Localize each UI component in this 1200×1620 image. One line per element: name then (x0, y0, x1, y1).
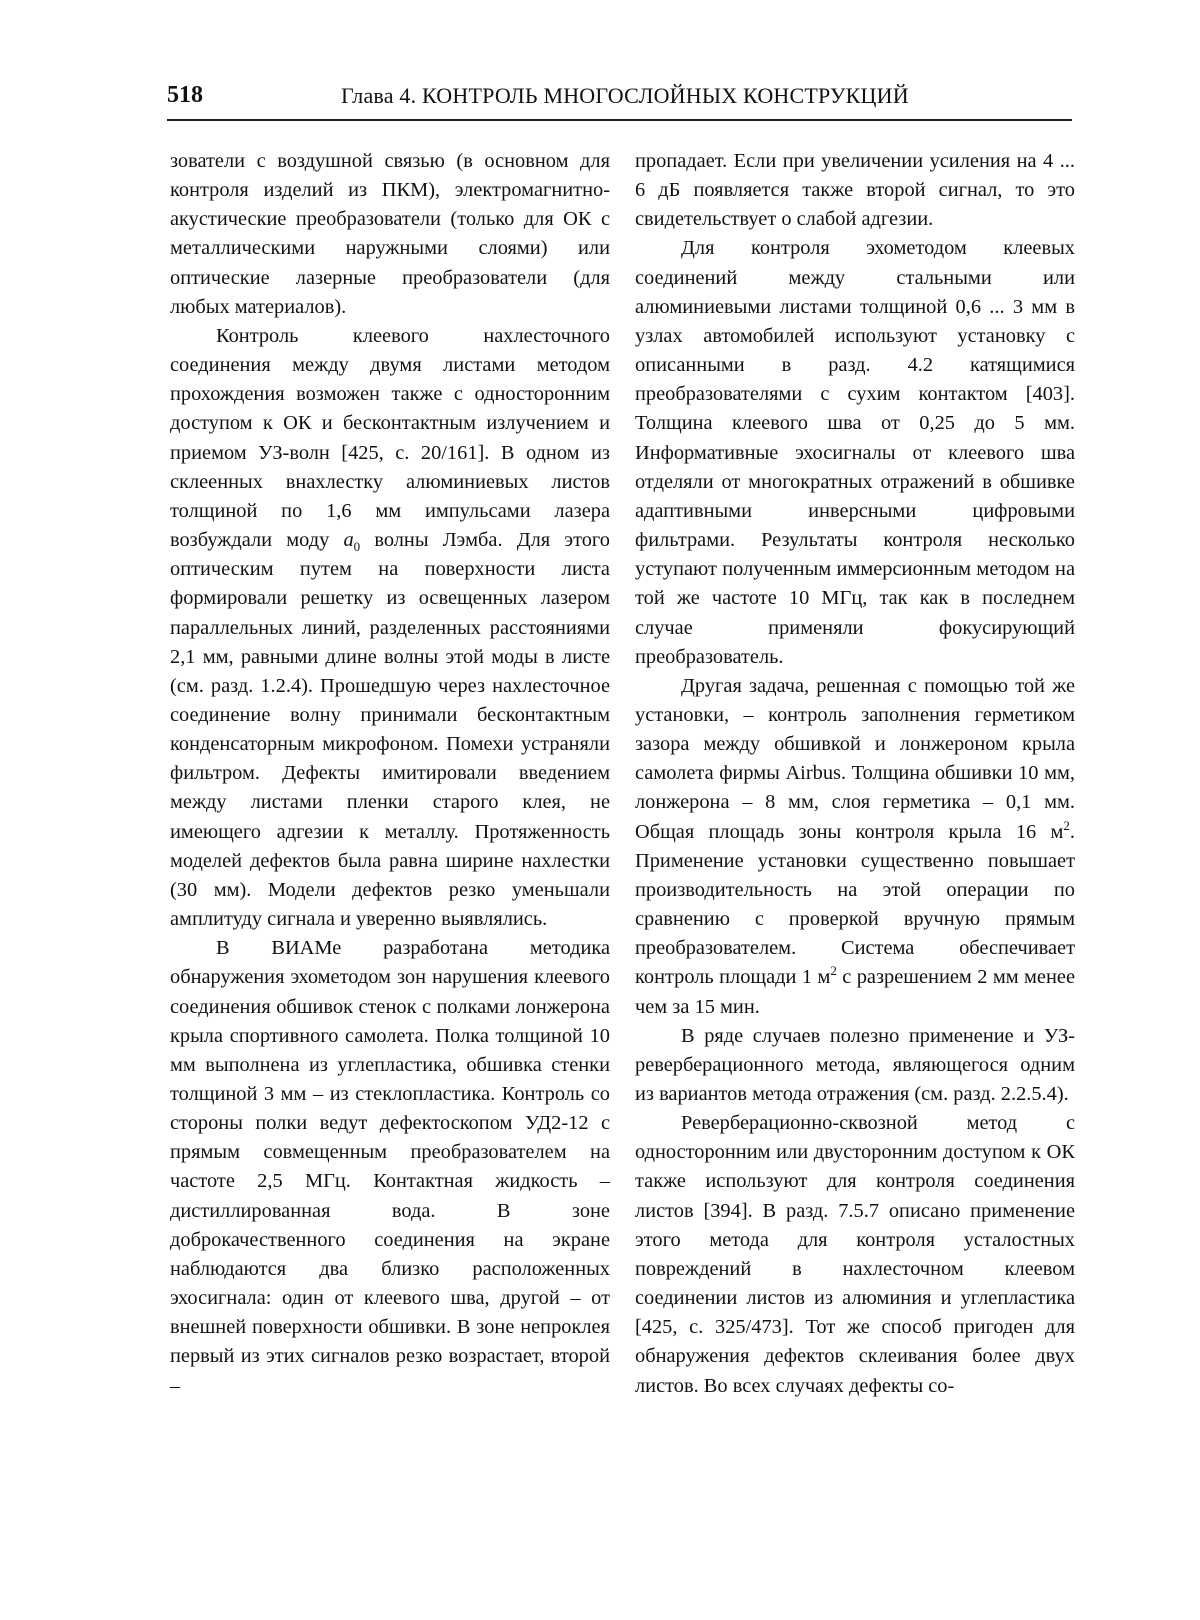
page-number: 518 (167, 82, 203, 108)
right-paragraph-3 (635, 672, 1075, 1022)
right-column (635, 147, 1075, 1401)
left-paragraph-3: В ВИАМе разработана методика обнаружения эхометодом зон нарушения клеевого соединения обшивок стенок с полками лонжерона крыла спортивного самолета. Полка толщиной 10 мм выполнена из углепластика, обшивка стенки толщиной 3 мм – из стеклопластика. Контроль со стороны полки ведут дефектоскопом УД2-12 с прямым совмещенным преобразователем на частоте 2,5 МГц. Контактная жидкость – дистиллированная вода. В зоне доброкачественного соединения на экране наблюдаются два близко расположенных эхосигнала: один от клеевого шва, другой – от внешней поверхности обшивки. В зоне непроклея первый из этих сигналов резко возрастает, второй – (170, 937, 610, 1397)
square-meter-superscript-2: 2 (830, 963, 837, 979)
running-title: Глава 4. КОНТРОЛЬ МНОГОСЛОЙНЫХ КОНСТРУКЦИЙ (341, 83, 909, 108)
square-meter-superscript-1: 2 (1063, 817, 1070, 833)
right-paragraph-3-part-c: с разрешением 2 мм менее чем за 15 мин. (635, 966, 1075, 1018)
header-rule (167, 119, 1072, 121)
left-column (170, 147, 610, 1401)
page-header (167, 78, 1072, 118)
lamb-mode-symbol: a (343, 529, 354, 552)
right-paragraph-3-part-b: . Применение установки существенно повышает производительность на этой операции по сравнению с проверкой вручную прямым преобразователем. Система обеспечивает контроль площади 1 м (635, 820, 1075, 989)
right-paragraph-4: В ряде случаев полезно применение и УЗ-реверберационного метода, являющегося одним из вариантов метода отражения (см. разд. 2.2.5.4). (635, 1024, 1075, 1105)
left-paragraph-2 (170, 322, 610, 934)
right-paragraph-1: пропадает. Если при увеличении усиления на 4 ... 6 дБ появляется также второй сигнал, то это свидетельствует о слабой адгезии. (635, 150, 1075, 231)
right-paragraph-3-part-a: Другая задача, решенная с помощью той же установки, – контроль заполнения герметиком зазора между обшивкой и лонжероном крыла самолета фирмы Airbus. Толщина обшивки 10 мм, лонжерона – 8 мм, слоя герметика – 0,1 мм. Общая площадь зоны контроля крыла 16 м (635, 674, 1075, 843)
right-paragraph-5: Реверберационно-сквозной метод с односторонним или двусторонним доступом к ОК также используют для контроля соединения листов [394]. В разд. 7.5.7 описано применение этого метода для контроля усталостных повреждений в нахлесточном клеевом соединении листов из алюминия и углепластика [425, с. 325/473]. Тот же способ пригоден для обнаружения дефектов склеивания более двух листов. Во всех случаях дефекты со- (635, 1112, 1075, 1397)
left-paragraph-2-part-a: Контроль клеевого нахлесточного соединения между двумя листами методом прохождения возможен также с односторонним доступом к ОК и бесконтактным излучением и приемом УЗ-волн [425, с. 20/161]. В одном из склеенных внахлестку алюминиевых листов толщиной по 1,6 мм импульсами лазера возбуждали моду (170, 324, 610, 552)
left-paragraph-2-part-b: волны Лэмба. Для этого оптическим путем на поверхности листа формировали решетку из освещенных лазером параллельных линий, разделенных расстояниями 2,1 мм, равными длине волны этой моды в листе (см. разд. 1.2.4). Прошедшую через нахлесточное соединение волну принимали бесконтактным конденсаторным микрофоном. Помехи устраняли фильтром. Дефекты имитировали введением между листами пленки старого клея, не имеющего адгезии к металлу. Протяженность моделей дефектов была равна ширине нахлестки (30 мм). Модели дефектов резко уменьшали амплитуду сигнала и уверенно выявлялись. (170, 529, 610, 931)
right-paragraph-2: Для контроля эхометодом клеевых соединений между стальными или алюминиевыми листами толщиной 0,6 ... 3 мм в узлах автомобилей используют установку с описанными в разд. 4.2 катящимися преобразователями с сухим контактом [403]. Толщина клеевого шва от 0,25 до 5 мм. Информативные эхосигналы от клеевого шва отделяли от многократных отражений в обшивке адаптивными инверсными цифровыми фильтрами. Результаты контроля несколько уступают полученным иммерсионным методом на той же частоте 10 МГц, так как в последнем случае применяли фокусирующий преобразователь. (635, 237, 1075, 668)
left-paragraph-1: зователи с воздушной связью (в основном для контроля изделий из ПКМ), электромагнитно-акустические преобразователи (только для ОК с металлическими наружными слоями) или оптические лазерные преобразователи (для любых материалов). (170, 150, 610, 318)
lamb-mode-index: 0 (353, 539, 361, 555)
